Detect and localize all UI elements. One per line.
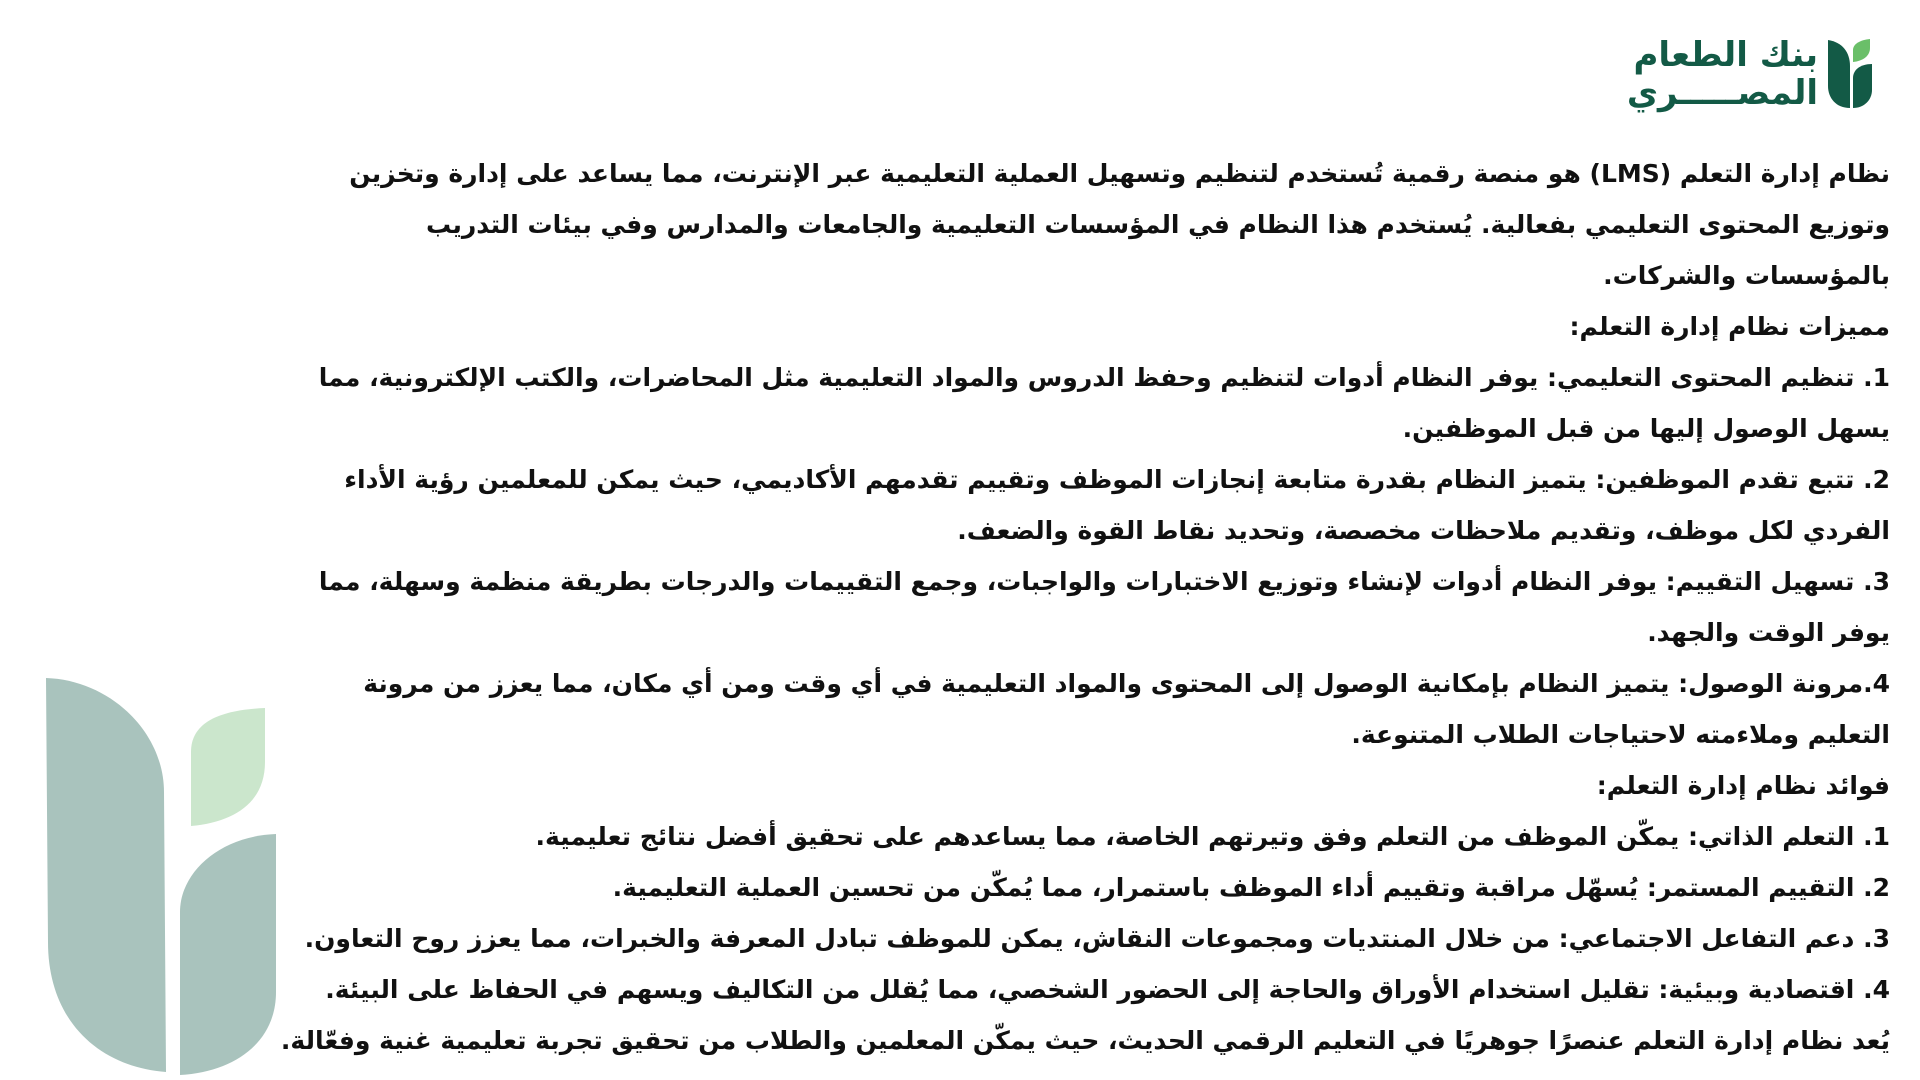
features-heading: مميزات نظام إدارة التعلم: xyxy=(1569,312,1890,341)
feature-item: 2. تتبع تقدم الموظفين: يتميز النظام بقدرة متابعة إنجازات الموظف وتقييم تقدمهم الأكاديمي، حيث يمكن للمعلمين رؤية الأداء الفردي لكل موظف، وتقديم ملاحظات مخصصة، وتحديد نقاط القوة والضعف. xyxy=(344,465,1890,545)
feature-item: 3. تسهيل التقييم: يوفر النظام أدوات لإنشاء وتوزيع الاختبارات والواجبات، وجمع التقييمات والدرجات بطريقة منظمة وسهلة، مما يوفر الوقت والجهد. xyxy=(318,567,1890,647)
benefit-item: 3. دعم التفاعل الاجتماعي: من خلال المنتديات ومجموعات النقاش، يمكن للموظف تبادل المعرفة والخبرات، مما يعزز روح التعاون. xyxy=(304,924,1890,953)
intro-paragraph: نظام إدارة التعلم (LMS) هو منصة رقمية تُستخدم لتنظيم وتسهيل العملية التعليمية عبر الإنترنت، مما يساعد على إدارة وتخزين وتوزيع المحتوى التعليمي بفعالية. يُستخدم هذا النظام في المؤسسات التعليمية والجامعات والمدارس وفي بيئات التدريب بالمؤسسات والشركات. xyxy=(349,159,1890,290)
benefit-item: 4. اقتصادية وبيئية: تقليل استخدام الأوراق والحاجة إلى الحضور الشخصي، مما يُقلل من التكاليف ويسهم في الحفاظ على البيئة. xyxy=(325,975,1890,1004)
brand-name xyxy=(1627,36,1818,112)
brand-logo xyxy=(1627,36,1874,112)
benefit-item: 1. التعلم الذاتي: يمكّن الموظف من التعلم وفق وتيرتهم الخاصة، مما يساعدهم على تحقيق أفضل نتائج تعليمية. xyxy=(535,822,1890,851)
feature-item: 1. تنظيم المحتوى التعليمي: يوفر النظام أدوات لتنظيم وحفظ الدروس والمواد التعليمية مثل المحاضرات، والكتب الإلكترونية، مما يسهل الوصول إليها من قبل الموظفين. xyxy=(318,363,1890,443)
brand-name-line1: بنك الطعام xyxy=(1633,35,1818,75)
feature-item: 4.مرونة الوصول: يتميز النظام بإمكانية الوصول إلى المحتوى والمواد التعليمية في أي وقت ومن أي مكان، مما يعزز من مرونة التعليم وملاءمته لاحتياجات الطلاب المتنوعة. xyxy=(363,669,1890,749)
conclusion-paragraph: يُعد نظام إدارة التعلم عنصرًا جوهريًا في التعليم الرقمي الحديث، حيث يمكّن المعلمين والطلاب من تحقيق تجربة تعليمية غنية وفعّالة. xyxy=(280,1026,1890,1055)
brand-name-line2: المصـــــري xyxy=(1626,73,1818,113)
leaf-watermark-icon xyxy=(40,672,290,1077)
benefits-heading: فوائد نظام إدارة التعلم: xyxy=(1596,771,1890,800)
document-body xyxy=(278,148,1890,1066)
benefit-item: 2. التقييم المستمر: يُسهّل مراقبة وتقييم أداء الموظف باستمرار، مما يُمكّن من تحسين العملية التعليمية. xyxy=(612,873,1890,902)
leaf-icon xyxy=(1826,38,1874,110)
